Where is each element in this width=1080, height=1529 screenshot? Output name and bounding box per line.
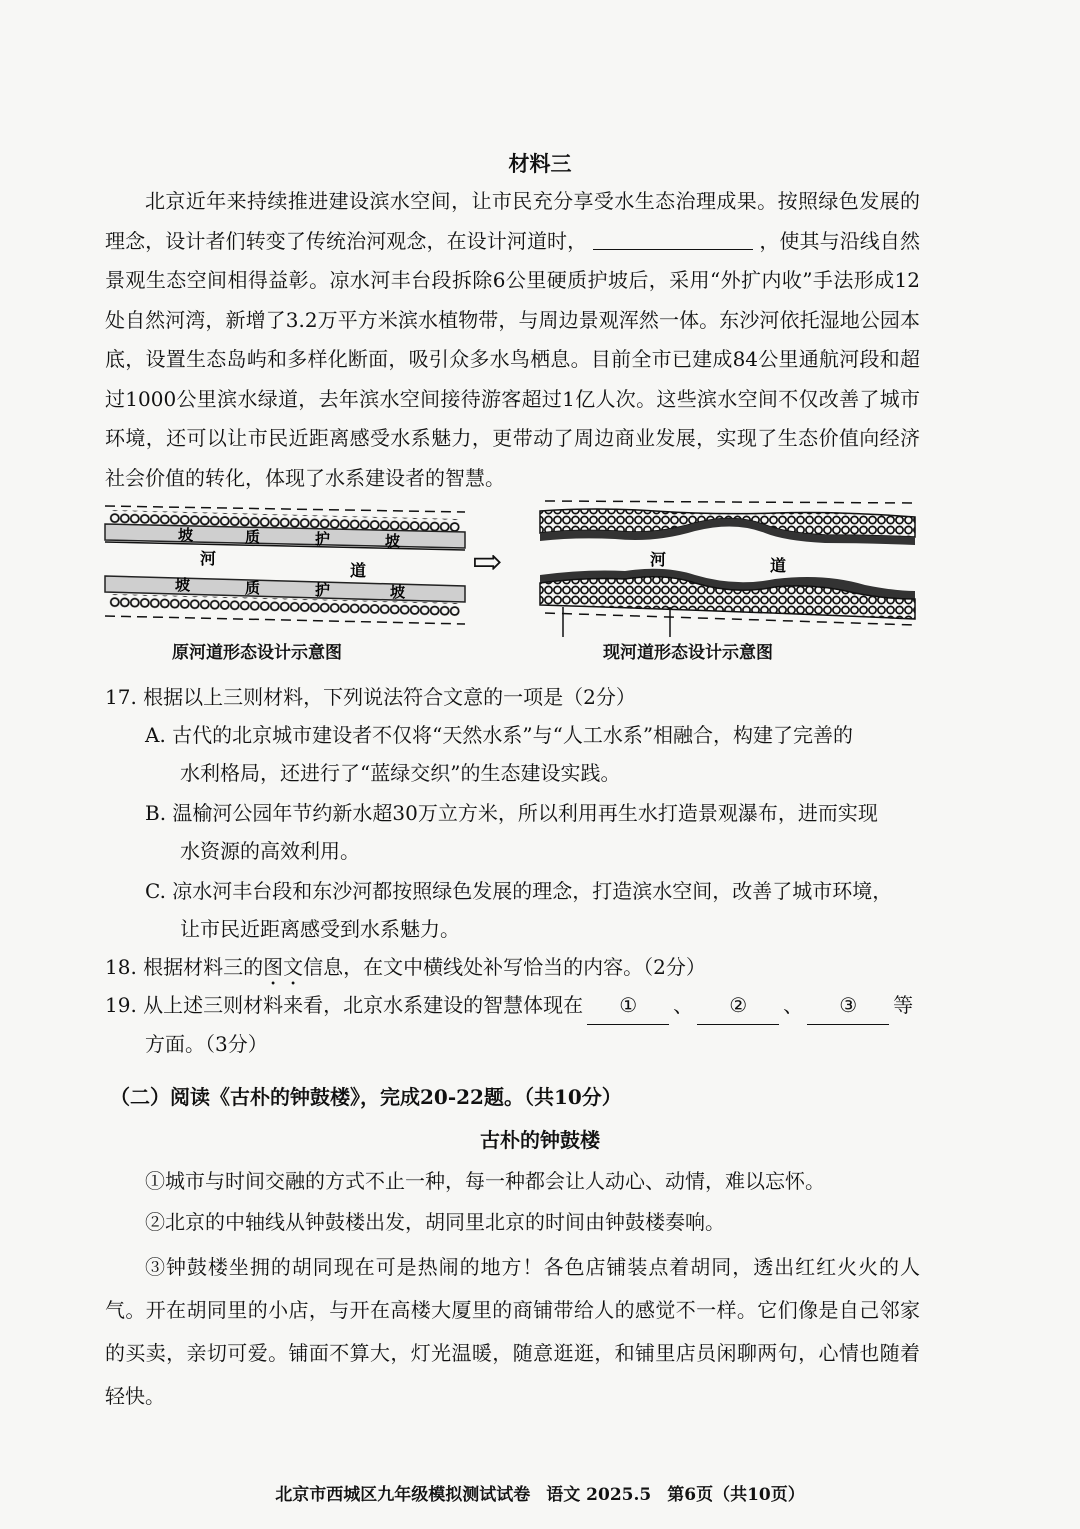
article-paragraph-1: ①城市与时间交融的方式不止一种，每一种都会让人动心、动情，难以忘怀。 xyxy=(145,1169,825,1193)
material3-text-after-blank: ，使其与沿线自然景观生态空间相得益彰。凉水河丰台段拆除6公里硬质护坡后，采用“外扩内收”手法形成12处自然河湾，新增了3.2万平方米滨水植物带，与周边景观浑然一体。东沙河依托湿地公园本底，设置生态岛屿和多样化断面，吸引众多水鸟栖息。目前全市已建成84公里通航河段和超过1000公里滨水绿道，去年滨水空间接待游客超过1亿人次。这些滨水空间不仅改善了城市环境，还可以让市民近距离感受水系魅力，更带动了周边商业发展，实现了生态价值向经济社会价值的转化，体现了水系建设者的智慧。 xyxy=(105,228,920,490)
option-c-line1: C. 凉水河丰台段和东沙河都按照绿色发展的理念，打造滨水空间，改善了城市环境， xyxy=(145,879,893,903)
question-17-option-a[interactable] xyxy=(145,716,920,792)
page-footer xyxy=(0,1480,1080,1505)
lower-slope-char-1: 坡 xyxy=(175,576,191,594)
question-19: 19. 从上述三则材料来看，北京水系建设的智慧体现在 ① 、 ② 、 ③ 等 方面。（3分） xyxy=(105,986,920,1063)
lower-slope-char-2: 质 xyxy=(245,579,261,597)
article-title: 古朴的钟鼓楼 xyxy=(480,1128,600,1152)
original-river-diagram xyxy=(100,500,470,635)
question-18: 18. 根据材料三的图文信息，在文中横线处补写恰当的内容。（2分） xyxy=(105,955,706,979)
material3-paragraph xyxy=(105,182,920,498)
right-river-char-2: 道 xyxy=(770,556,787,575)
answer-blank-3[interactable]: ③ xyxy=(807,986,889,1025)
current-river-diagram xyxy=(535,495,920,640)
lower-slope-char-3: 护 xyxy=(315,581,331,599)
upper-slope-char-2: 质 xyxy=(245,528,261,546)
upper-slope-char-1: 坡 xyxy=(178,526,194,544)
option-a-line2: 水利格局，还进行了“蓝绿交织”的生态建设实践。 xyxy=(180,761,621,785)
emphasis-text: 图文 xyxy=(263,955,304,979)
answer-blank-1[interactable]: ① xyxy=(587,986,669,1025)
upper-slope-char-3: 护 xyxy=(315,530,331,548)
option-b-line1: B. 温榆河公园年节约新水超30万立方米，所以利用再生水打造景观瀑布，进而实现 xyxy=(145,801,878,825)
material3-title: 材料三 xyxy=(508,151,572,176)
left-river-char-2: 道 xyxy=(350,561,367,580)
footer-exam-name: 北京市西城区九年级模拟测试试卷 xyxy=(275,1485,531,1505)
question-17-option-c[interactable] xyxy=(145,872,920,948)
transform-arrow-icon: ⇨ xyxy=(472,542,503,583)
article-paragraph-3: ③钟鼓楼坐拥的胡同现在可是热闹的地方！各色店铺装点着胡同，透出红红火火的人气。开在胡同里的小店，与开在高楼大厦里的商铺带给人的感觉不一样。它们像是自己邻家的买卖，亲切可爱。铺面不算大，灯光温暖，随意逛逛，和铺里店员闲聊两句，心情也随着轻快。 xyxy=(105,1255,920,1408)
footer-subject: 语文 2025.5 xyxy=(546,1485,652,1505)
original-river-caption: 原河道形态设计示意图 xyxy=(172,643,342,663)
current-river-caption: 现河道形态设计示意图 xyxy=(603,643,773,663)
option-b-line2: 水资源的高效利用。 xyxy=(180,839,360,863)
option-c-line2: 让市民近距离感受到水系魅力。 xyxy=(180,917,460,941)
question-17-option-b[interactable] xyxy=(145,794,920,870)
article-paragraph-2: ②北京的中轴线从钟鼓楼出发，胡同里北京的时间由钟鼓楼奏响。 xyxy=(145,1210,725,1234)
left-river-char-1: 河 xyxy=(200,549,217,568)
option-a-line1: A. 古代的北京城市建设者不仅将“天然水系”与“人工水系”相融合，构建了完善的 xyxy=(145,723,854,747)
lower-slope-char-4: 坡 xyxy=(390,583,406,601)
footer-page-number: 第6页（共10页） xyxy=(667,1485,805,1505)
answer-blank-2[interactable]: ② xyxy=(697,986,779,1025)
question-17-stem: 17. 根据以上三则材料，下列说法符合文意的一项是（2分） xyxy=(105,685,636,709)
material3-text-before-blank: 北京近年来持续推进建设滨水空间，让市民充分享受水生态治理成果。按照绿色发展的理念，设计者们转变了传统治河观念，在设计河道时， xyxy=(105,189,920,253)
right-river-char-1: 河 xyxy=(650,550,667,569)
section-2-heading: （二）阅读《古朴的钟鼓楼》，完成20-22题。（共10分） xyxy=(110,1085,622,1109)
question-19-line2: 方面。（3分） xyxy=(145,1032,268,1056)
fill-in-blank-line[interactable] xyxy=(593,229,753,250)
upper-slope-char-4: 坡 xyxy=(385,532,401,550)
